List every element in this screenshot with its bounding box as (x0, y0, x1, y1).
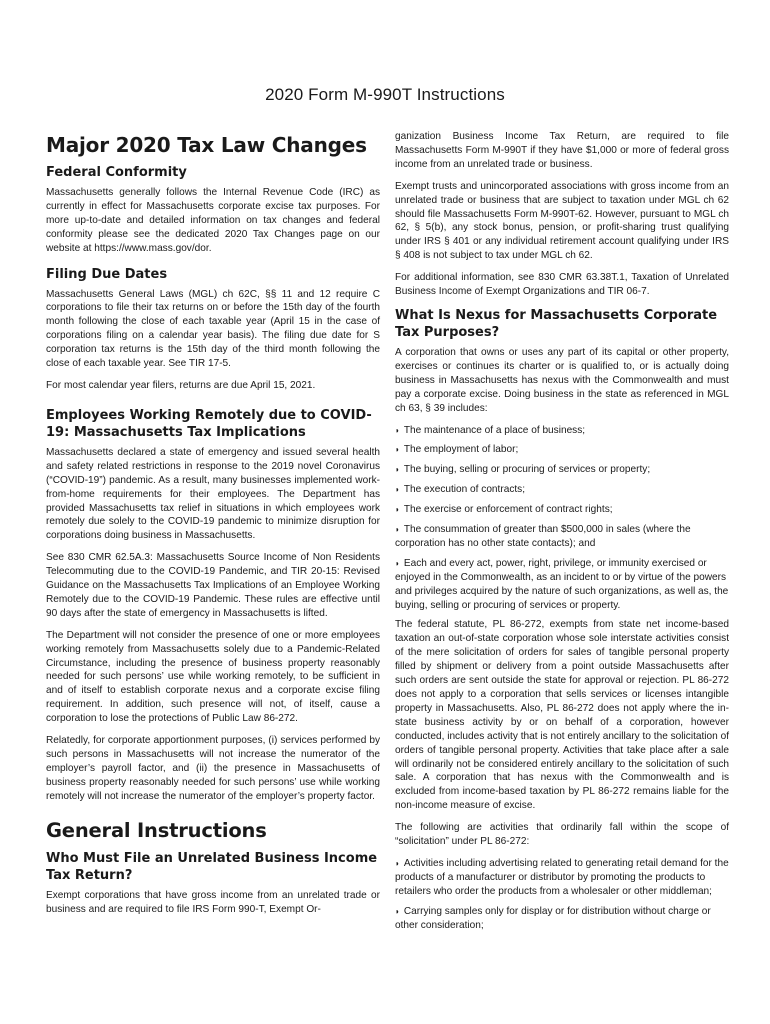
nexus-text: A corporation that owns or uses any part of its capital or other property, exercises or continues its charter or is qualified to, or is actually doing business in Massachusetts has nexus with the Commonwealth and must pay a corporate excise. Doing business in the state as referenced in MGL ch 63, § 39 includes: (395, 346, 729, 414)
page-title: 2020 Form M-990T Instructions (265, 85, 505, 104)
list-item: ◗ The execution of contracts; (395, 484, 526, 496)
bullet-icon: ◗ (395, 485, 400, 495)
bullet-icon: ◗ (395, 425, 400, 435)
bullet-icon: ◗ (395, 906, 400, 916)
bullet-icon: ◗ (395, 525, 400, 535)
federal-statute-text: The federal statute, PL 86-272, exempts from state net income-based taxation an out-of-state corporation whose sole interstate activities consist of the mere solicitation of orders for sales of tangible personal property filled by shipment or delivery from a point outside Massachusetts after such orders are sent outside the state for approval or rejection. PL 86-272 does not apply to a corporation that sells services or licenses intangible property in Massachusetts. Also, PL 86-272 does not apply where the in-state business activity by or on behalf of a corporation, however conducted, includes activity that is not entirely ancillary to the solicitation of orders of tangible personal property. Activities that take place after a sale will ordinarily not be considered entirely ancillary to the solicitation of such sale. A corporation that has nexus with the Commonwealth and is excluded from income-based taxation by PL 86-272 remains liable for the non-income measure of excise. (395, 619, 729, 812)
left-column (46, 128, 380, 924)
bullet-icon: ◗ (395, 558, 400, 568)
bullet-icon: ◗ (395, 858, 400, 868)
right-column (395, 130, 729, 939)
major-changes-heading: Major 2020 Tax Law Changes (46, 133, 367, 157)
remote-work-text-3: The Department will not consider the presence of one or more employees working remotely from Massachusetts solely due to a Pandemic-Related Circumstance, including the presence of business property reasonably needed for such persons’ use while working remotely, to be sufficient in and of itself to establish corporate nexus and a corporate excise filing requirement. In addition, such presence will not, of itself, cause a corporation to lose the protections of Public Law 86-272. (46, 629, 380, 725)
filing-due-dates-note: For most calendar year filers, returns are due April 15, 2021. (46, 379, 316, 391)
list-item: ◗ The maintenance of a place of business; (395, 424, 586, 436)
exempt-trusts-text: Exempt trusts and unincorporated associations with gross income from an unrelated trade or business that are subject to taxation under MGL ch 62 should file Massachusetts Form M-990T-62. However, pursuant to MGL ch 62, § 5(b), any stock bonus, pension, or profit-sharing trust qualifying under IRS § 401 or any individual retirement account qualifying under IRS § 408 is not subject to tax under MGL ch 62. (395, 180, 729, 262)
bullet-icon: ◗ (395, 505, 400, 515)
bullet-icon: ◗ (395, 465, 400, 475)
remote-work-heading: Employees Working Remotely due to COVID-19: Massachusetts Tax Implications (46, 407, 372, 440)
who-must-file-text: Exempt corporations that have gross income from an unrelated trade or business and are required to file IRS Form 990-T, Exempt Or- (46, 889, 380, 915)
additional-info-text: For additional information, see 830 CMR 63.38T.1, Taxation of Unrelated Business Income of Exempt Organizations and TIR 06-7. (395, 272, 729, 298)
filing-due-dates-text: Massachusetts General Laws (MGL) ch 62C, §§ 11 and 12 require C corporations to file their tax returns on or before the 15th day of the fourth month following the close of each taxable year (April 15 in the case of corporations filing on a calendar year basis). The filing due date for S corporation tax returns is the 15th day of the third month following the close of each taxable year. See TIR 17-5. (46, 288, 380, 370)
remote-work-text-4: Relatedly, for corporate apportionment purposes, (i) services performed by such persons in Massachusetts will not increase the numerator of the employer’s payroll factor, and (ii) the presence in Massachusetts of business property reasonably needed for such persons’ use while working remotely will not increase the numerator of the employer’s property factor. (46, 735, 380, 802)
solicitation-intro-text: The following are activities that ordinarily fall within the scope of “solicitation” under PL 86-272: (395, 822, 729, 848)
list-item: ◗ The exercise or enforcement of contract rights; (395, 504, 613, 516)
list-item: ◗ The employment of labor; (395, 444, 519, 456)
list-item: ◗ The buying, selling or procuring of services or property; (395, 464, 651, 476)
list-item: ◗ Carrying samples only for display or for distribution without charge or other consideration; (395, 905, 711, 931)
solicitation-bullet-list (395, 857, 729, 933)
remote-work-text-2: See 830 CMR 62.5A.3: Massachusetts Source Income of Non Residents Telecommuting due to the COVID-19 Pandemic, and TIR 20-15: Revised Guidance on the Massachusetts Tax Implications of an Employee Working Remotely due to the COVID-19 Pandemic. These rules are effective until 90 days after the state of emergency in Massachusetts is lifted. (46, 552, 380, 619)
general-instructions-heading: General Instructions (46, 818, 267, 842)
filing-due-dates-heading: Filing Due Dates (46, 266, 168, 282)
list-item: ◗ The consummation of greater than $500,000 in sales (where the corporation has no other state contacts); and (395, 524, 691, 549)
remote-work-text-1: Massachusetts declared a state of emergency and issued several health and safety related restrictions in response to the 2019 novel Coronavirus (“COVID-19”) pandemic. As a result, many businesses implemented work-from-home requirements for their employees. The Department has provided Massachusetts tax relief in situations in which employees work remotely due solely to the COVID-19 pandemic to minimize disruption for corporations doing business in Massachusetts. (46, 446, 380, 542)
who-must-file-heading: Who Must File an Unrelated Business Income Tax Return? (46, 850, 378, 883)
continued-text: ganization Business Income Tax Return, are required to file Massachusetts Form M-990T if they have $1,000 or more of federal gross income from an unrelated trade or business. (395, 131, 729, 170)
list-item: ◗ Activities including advertising related to generating retail demand for the products of a manufacturer or distributor by promoting the products to retailers who order the products from a wholesaler or other middleman; (395, 857, 729, 897)
bullet-icon: ◗ (395, 445, 400, 455)
nexus-heading: What Is Nexus for Massachusetts Corporate Tax Purposes? (395, 307, 718, 340)
federal-conformity-heading: Federal Conformity (46, 165, 187, 180)
list-item: ◗ Each and every act, power, right, privilege, or immunity exercised or enjoyed in the Commonwealth, as an incident to or by virtue of the powers and privileges acquired by the nature of such organizations, as well as, the buying, selling or procuring of services or property. (395, 557, 729, 611)
federal-conformity-text: Massachusetts generally follows the Internal Revenue Code (IRC) as currently in effect for Massachusetts corporate excise tax purposes. For more up-to-date and detailed information on tax changes and federal conformity please see the dedicated 2020 Tax Changes page on our website at https://www.mass.gov/dor. (46, 187, 380, 254)
nexus-bullet-list (395, 424, 729, 613)
